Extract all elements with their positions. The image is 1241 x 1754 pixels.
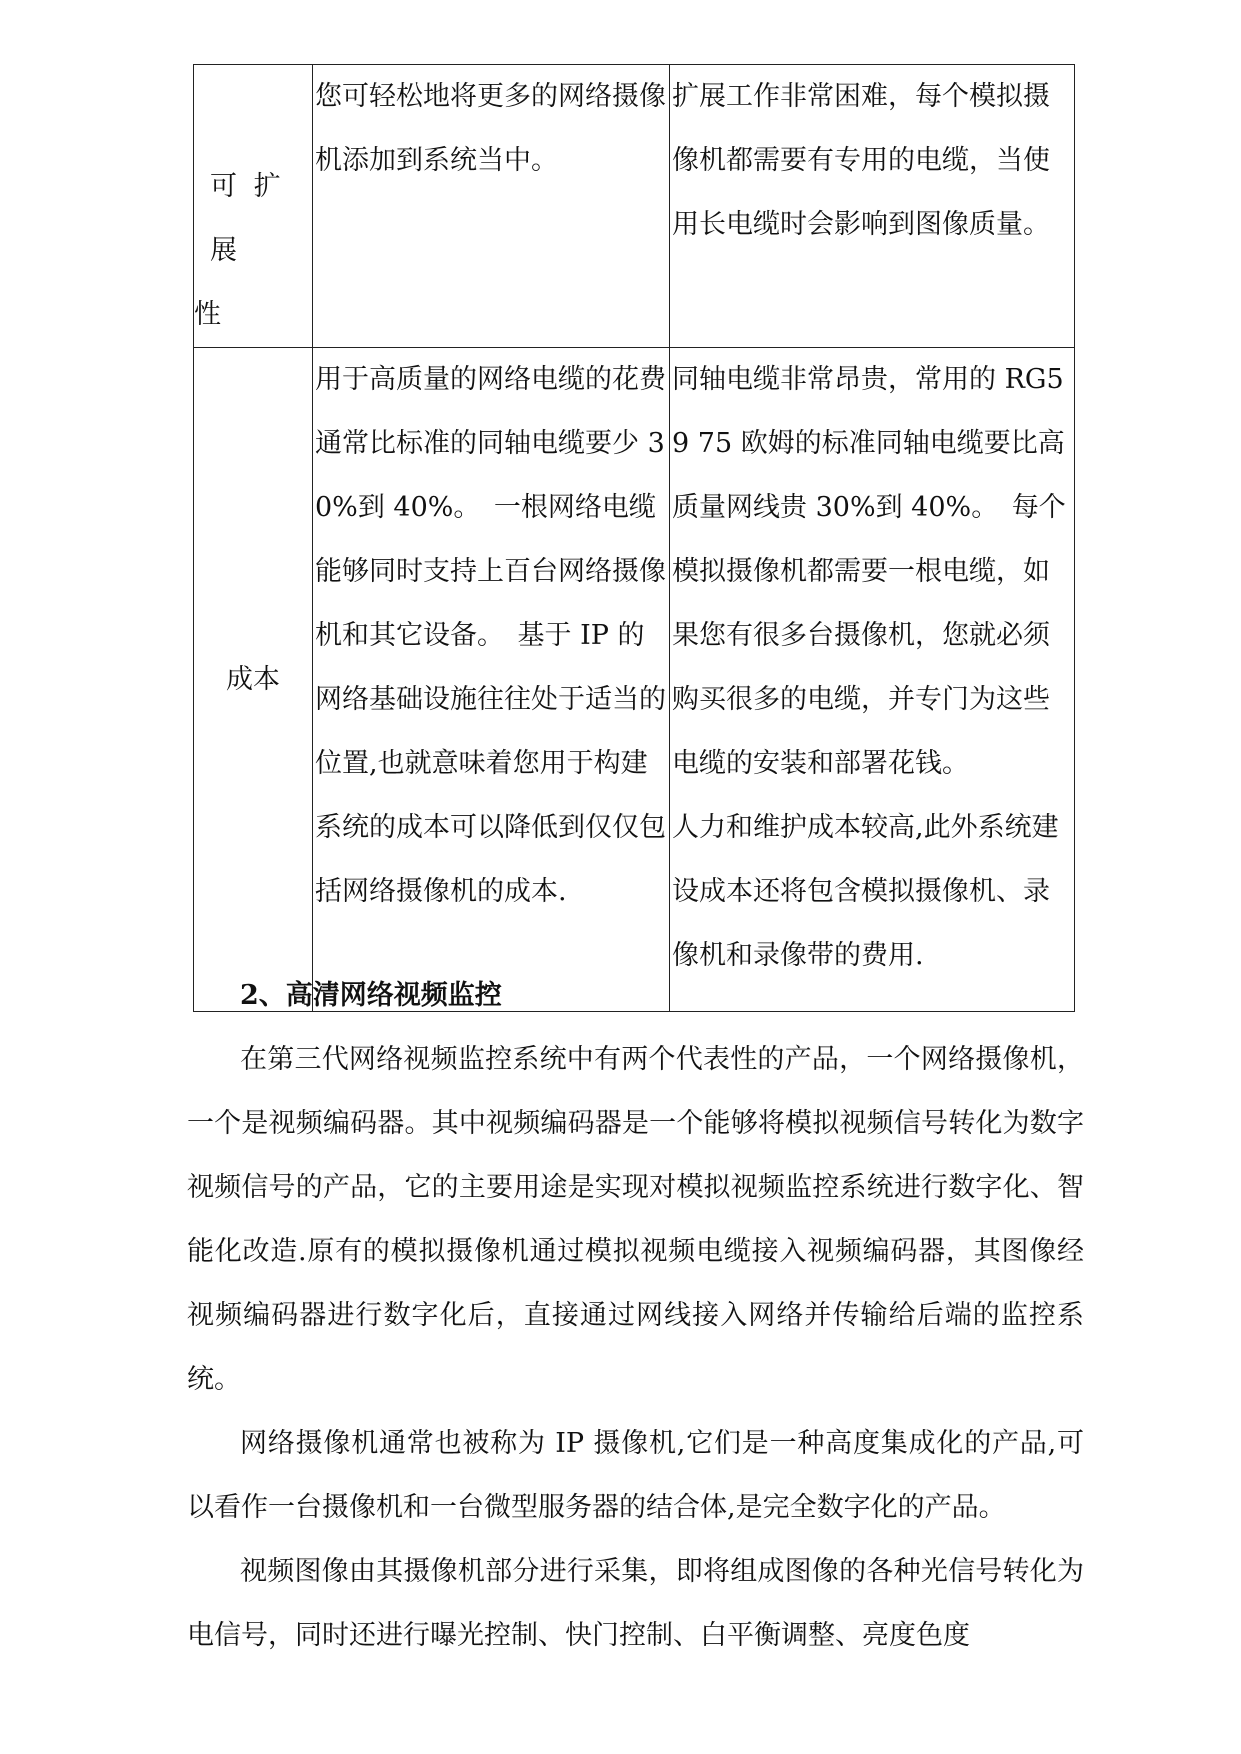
analog-cost-paragraph-1: 同轴电缆非常昂贵，常用的 RG59 75 欧姆的标准同轴电缆要比高质量网线贵 30%到 40%。 每个模拟摄像机都需要一根电缆，如果您有很多台摄像机，您就必须购买很多的电缆，并专门为这些电缆的安装和部署花钱。 [672,364,1066,779]
analog-cost-text [670,348,1074,988]
analog-scalability-text: 扩展工作非常困难，每个模拟摄像机都需要有专用的电缆，当使用长电缆时会影响到图像质量。 [672,81,1050,240]
row-label-cell [194,348,313,1012]
row-label-scalability: 可 扩 展 性 [194,171,281,330]
analog-cost-paragraph-2: 人力和维护成本较高,此外系统建设成本还将包含模拟摄像机、录像机和录像带的费用. [672,812,1059,971]
row-label-cell [194,65,313,348]
body-paragraph: 视频图像由其摄像机部分进行采集，即将组成图像的各种光信号转化为电信号，同时还进行曝光控制、快门控制、白平衡调整、亮度色度 [187,1556,1084,1651]
network-cell [313,65,670,348]
section-heading: 2、高清网络视频监控 [240,980,502,1011]
analog-cell [670,348,1075,1012]
analog-cell [670,65,1075,348]
body-paragraph: 网络摄像机通常也被称为 IP 摄像机,它们是一种高度集成化的产品,可以看作一台摄像机和一台微型服务器的结合体,是完全数字化的产品。 [187,1428,1084,1523]
network-cell [313,348,670,1012]
table-row-cost [194,348,1075,1012]
comparison-table [193,64,1075,1012]
network-scalability-text: 您可轻松地将更多的网络摄像机添加到系统当中。 [315,81,666,176]
table-row-scalability [194,65,1075,348]
row-label-cost: 成本 [226,663,280,695]
network-cost-text: 用于高质量的网络电缆的花费通常比标准的同轴电缆要少 30%到 40%。 一根网络电缆能够同时支持上百台网络摄像机和其它设备。 基于 IP 的网络基础设施往往处于适当的位置,也就意味着您用于构建系统的成本可以降低到仅仅包括网络摄像机的成本. [315,364,666,907]
body-paragraph: 在第三代网络视频监控系统中有两个代表性的产品，一个网络摄像机，一个是视频编码器。其中视频编码器是一个能够将模拟视频信号转化为数字视频信号的产品，它的主要用途是实现对模拟视频监控系统进行数字化、智能化改造.原有的模拟摄像机通过模拟视频电缆接入视频编码器，其图像经视频编码器进行数字化后，直接通过网线接入网络并传输给后端的监控系统。 [187,1044,1084,1395]
